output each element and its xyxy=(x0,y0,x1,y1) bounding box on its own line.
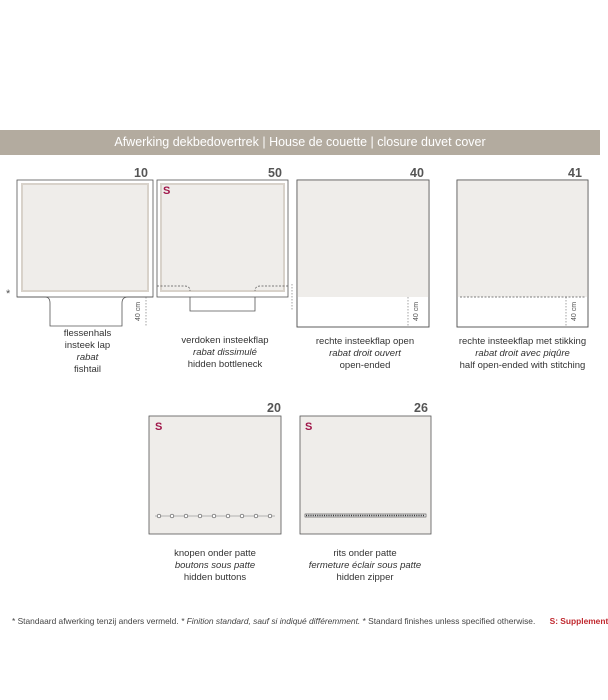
footnote-fr: * Finition standard, sauf si indiqué différemment. xyxy=(181,616,361,626)
label-41-en: half open-ended with stitching xyxy=(459,360,586,371)
code-50: 50 xyxy=(268,166,282,180)
diagram-40-open-ended xyxy=(297,180,429,327)
label-10-fr: rabat xyxy=(76,352,99,363)
label-26-en: hidden zipper xyxy=(336,572,394,583)
label-20 xyxy=(160,548,270,584)
standard-asterisk: * xyxy=(6,288,11,300)
dimension-label-40: 40 cm xyxy=(413,301,421,322)
supplement-legend: S: Supplement xyxy=(549,616,608,626)
dimension-label-10: 40 cm xyxy=(135,301,143,322)
label-50 xyxy=(170,335,280,371)
diagram-20-hidden-buttons xyxy=(149,416,281,534)
code-10: 10 xyxy=(134,166,148,180)
supplement-mark-26: S xyxy=(305,421,313,433)
dimension-label-41: 40 cm xyxy=(571,301,579,322)
label-41 xyxy=(450,336,595,372)
label-40-fr: rabat droit ouvert xyxy=(329,348,401,359)
footnote-en: * Standard finishes unless specified otherwise. xyxy=(362,616,536,626)
title-banner: Afwerking dekbedovertrek | House de couette | closure duvet cover xyxy=(0,130,600,155)
label-20-fr: boutons sous patte xyxy=(174,560,256,571)
footnote-nl: * Standaard afwerking tenzij anders vermeld. xyxy=(12,616,179,626)
diagram-41-open-with-stitching xyxy=(457,180,588,327)
label-26-nl: rits onder patte xyxy=(333,548,397,559)
label-41-nl: rechte insteekflap met stikking xyxy=(458,336,587,347)
supplement-mark-20: S xyxy=(155,421,163,433)
label-40 xyxy=(305,336,425,372)
label-50-fr: rabat dissimulé xyxy=(193,347,257,358)
label-40-nl: rechte insteekflap open xyxy=(315,336,415,347)
label-10 xyxy=(50,328,125,376)
code-20: 20 xyxy=(267,401,281,415)
label-10-nl2: insteek lap xyxy=(64,340,111,351)
diagram-50-hidden-bottleneck xyxy=(157,180,292,311)
label-26-fr: fermeture éclair sous patte xyxy=(308,560,422,571)
label-41-fr: rabat droit avec piqûre xyxy=(475,348,570,359)
supplement-mark-50: S xyxy=(163,185,171,197)
label-20-en: hidden buttons xyxy=(183,572,247,583)
diagram-26-hidden-zipper xyxy=(300,416,431,534)
code-41: 41 xyxy=(568,166,582,180)
label-50-en: hidden bottleneck xyxy=(187,359,263,370)
label-10-en: fishtail xyxy=(74,364,101,375)
diagram-10-fishtail xyxy=(17,180,153,326)
label-20-nl: knopen onder patte xyxy=(174,548,256,559)
code-40: 40 xyxy=(410,166,424,180)
label-26 xyxy=(300,548,430,584)
code-26: 26 xyxy=(414,401,428,415)
label-10-nl: flessenhals xyxy=(63,328,112,339)
label-40-en: open-ended xyxy=(339,360,391,371)
label-50-nl: verdoken insteekflap xyxy=(181,335,269,346)
footnote xyxy=(12,616,608,626)
